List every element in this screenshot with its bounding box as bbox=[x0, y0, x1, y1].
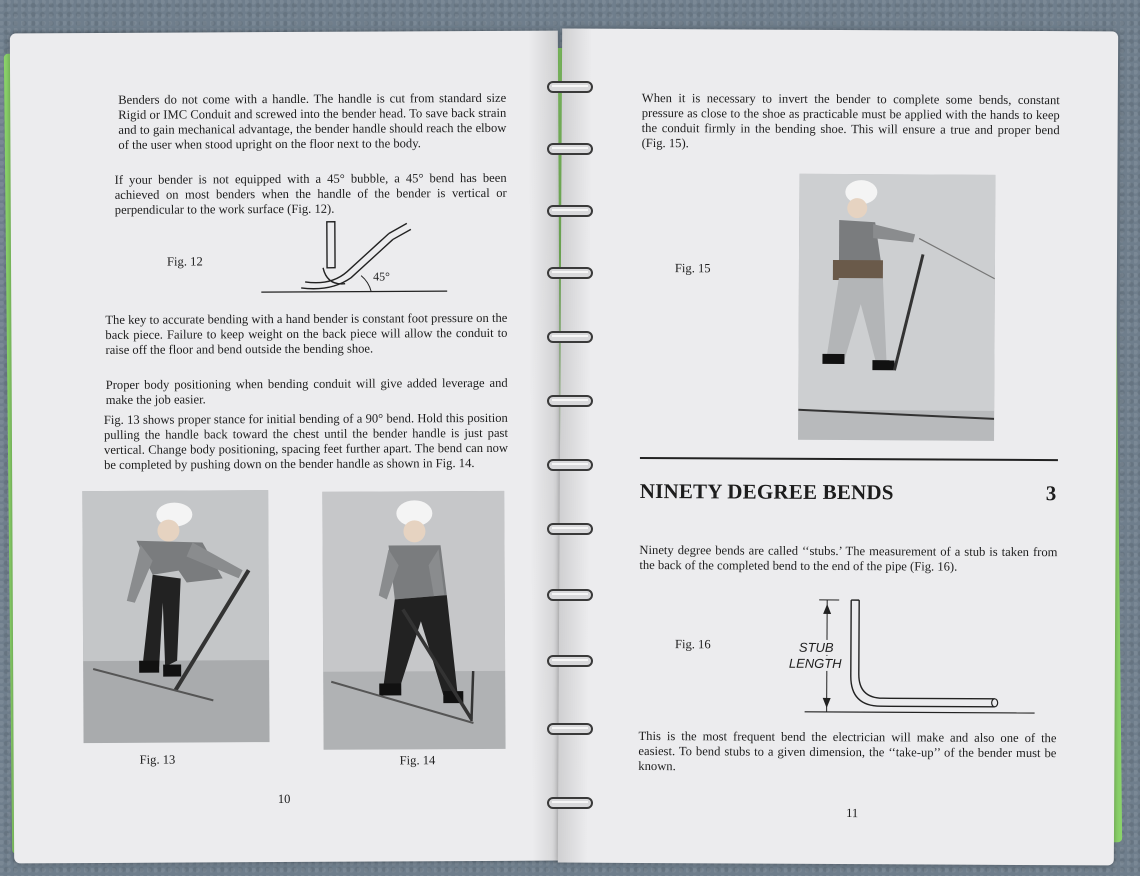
fig14-caption: Fig. 14 bbox=[399, 753, 436, 768]
chapter-number: 3 bbox=[1045, 481, 1057, 506]
paragraph-invert-bender: When it is necessary to invert the bender to complete some bends, constant pressure as close to the shoe as practicable must be applied with the hands to keep the conduit firmly in the bending shoe. This will ensure a true and proper bend (Fig. 15). bbox=[641, 90, 1060, 151]
spiral-ring bbox=[546, 654, 594, 668]
spiral-ring bbox=[546, 142, 594, 156]
spiral-ring bbox=[546, 796, 594, 810]
spiral-ring bbox=[546, 458, 594, 472]
spiral-ring bbox=[546, 80, 594, 94]
section-title: NINETY DEGREE BENDS bbox=[639, 478, 894, 505]
fig12-bender-diagram bbox=[261, 217, 451, 298]
paragraph-fig13-stance: Fig. 13 shows proper stance for initial bending of a 90° bend. Hold this position pulling the handle back toward the chest until the bender handle is just past vertical. Change body positioning, spacing feet further apart. The bend can now be completed by pushing down on the bender handle as shown in Fig. 14. bbox=[103, 410, 509, 472]
paragraph-body-positioning: Proper body positioning when bending conduit will give added leverage and make the job easier. bbox=[105, 375, 508, 407]
spiral-ring bbox=[546, 204, 594, 218]
fig16-caption: Fig. 16 bbox=[674, 637, 711, 652]
paragraph-take-up: This is the most frequent bend the electrician will make and also one of the easiest. To bend stubs to a given dimension, the ‘‘take-up’’ of the bender must be known. bbox=[638, 728, 1057, 774]
paragraph-stubs: Ninety degree bends are called ‘‘stubs.’ The measurement of a stub is taken from the back of the completed bend to the end of the pipe (Fig. 16). bbox=[639, 542, 1058, 574]
spiral-ring bbox=[546, 394, 594, 408]
fig12-caption: Fig. 12 bbox=[166, 254, 203, 269]
fig16-label-length: LENGTH bbox=[788, 655, 842, 672]
right-page bbox=[558, 29, 1118, 866]
fig13-photo bbox=[82, 490, 269, 743]
fig13-caption: Fig. 13 bbox=[139, 752, 176, 767]
paragraph-foot-pressure: The key to accurate bending with a hand bender is constant foot pressure on the back piece. Failure to keep weight on the back piece will allow the conduit to raise off the floor and bend outside the bending shoe. bbox=[105, 310, 508, 357]
fig12-angle-label: 45° bbox=[373, 269, 390, 284]
fig14-photo bbox=[322, 491, 505, 750]
fig15-photo bbox=[798, 174, 995, 441]
section-divider bbox=[640, 457, 1058, 461]
fig16-label-stub: STUB bbox=[798, 639, 834, 655]
spiral-ring bbox=[546, 330, 594, 344]
spiral-ring bbox=[546, 588, 594, 602]
spiral-ring bbox=[546, 722, 594, 736]
spiral-ring bbox=[546, 266, 594, 280]
left-page-number: 10 bbox=[277, 791, 291, 807]
paragraph-handle: Benders do not come with a handle. The handle is cut from standard size Rigid or IMC Conduit and screwed into the bender head. To save back strain and to gain mechanical advantage, the bender handle should reach the elbow of the user when stood upright on the floor next to the body. bbox=[118, 90, 507, 152]
paragraph-45-bubble: If your bender is not equipped with a 45° bubble, a 45° bend has been achieved on most benders when the handle of the bender is vertical or perpendicular to the work surface (Fig. 12). bbox=[114, 170, 507, 217]
left-page bbox=[10, 31, 562, 864]
fig15-caption: Fig. 15 bbox=[674, 261, 711, 276]
spiral-ring bbox=[546, 522, 594, 536]
right-page-number: 11 bbox=[846, 806, 859, 821]
